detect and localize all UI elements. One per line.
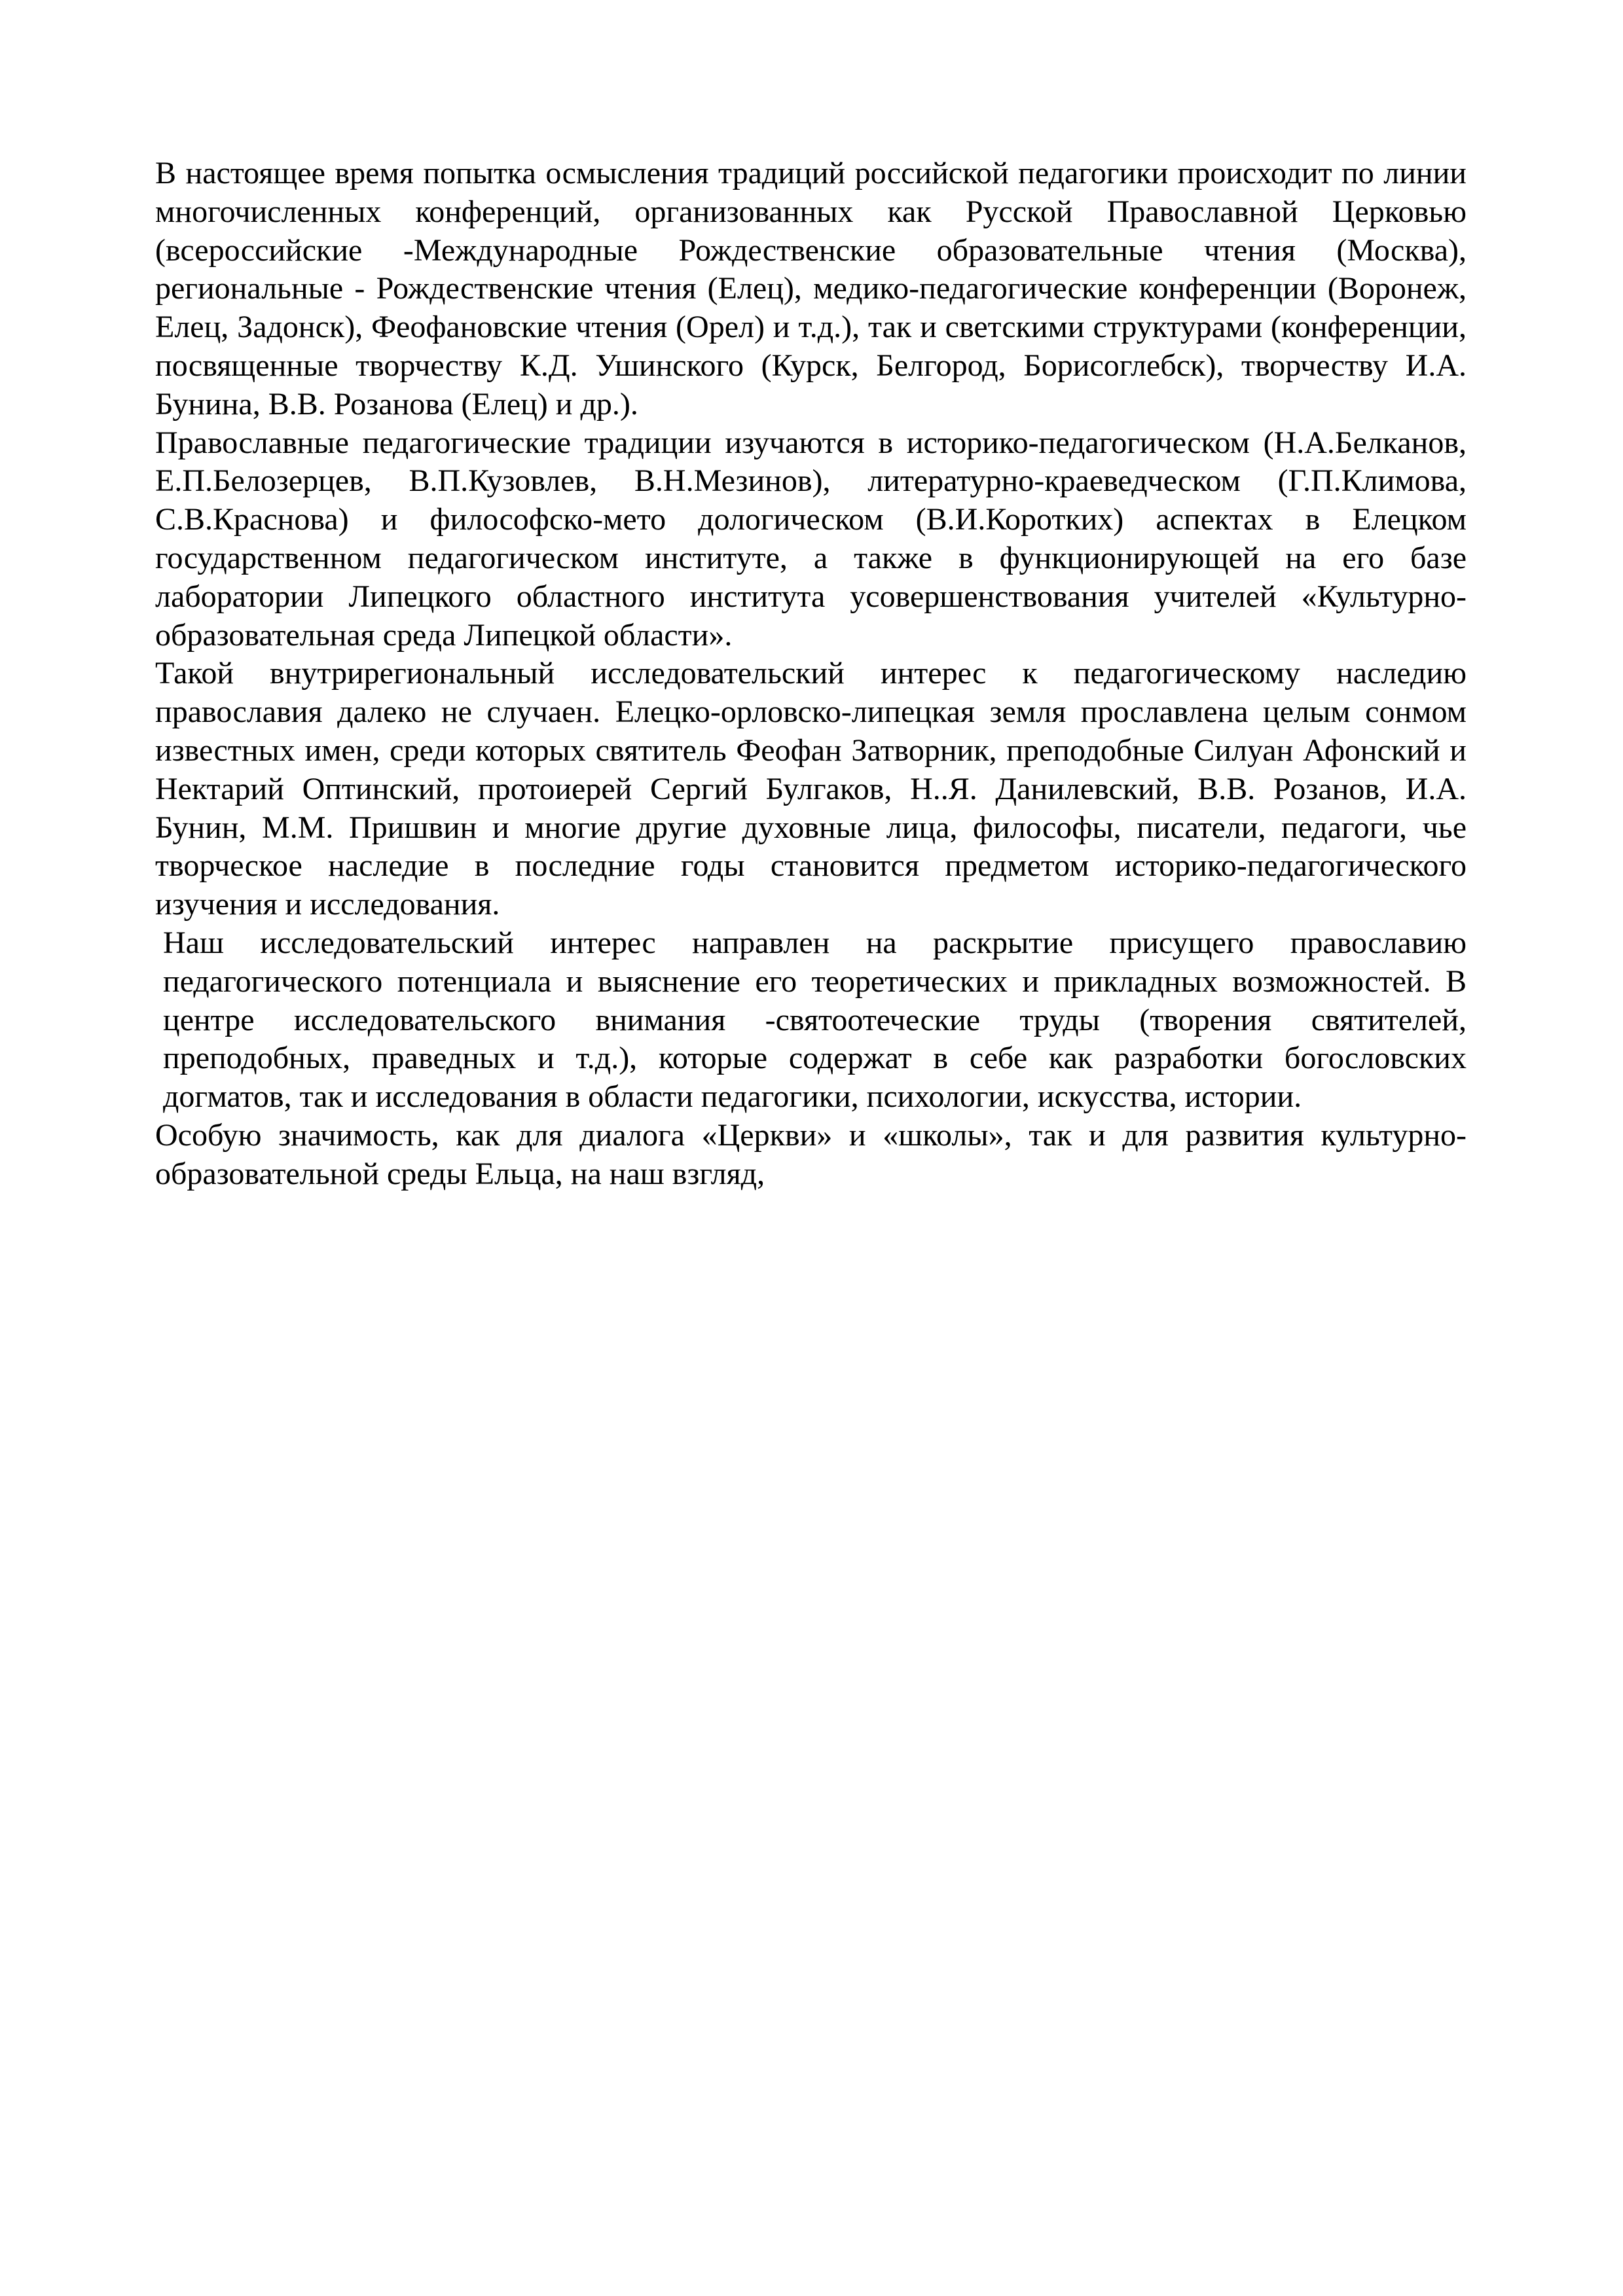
paragraph-4: Наш исследовательский интерес направлен на раскрытие присущего православию педагогического потенциала и выяснение его теоретических и прикладных возможностей. В центре исследовательского внимания -святоотеческие труды (творения святителей, преподобных, праведных и т.д.), которые содержат в себе как разработки богословских догматов, так и исследования в области педагогики, психологии, искусства, истории. bbox=[163, 925, 1467, 1115]
document-body bbox=[155, 154, 1467, 1194]
paragraph-1: В настоящее время попытка осмысления традиций российской педагогики происходит по линии многочисленных конференций, организованных как Русской Православной Церковью (всероссийские -Международные Рождественские образовательные чтения (Москва), региональные - Рождественские чтения (Елец), медико-педагогические конференции (Воронеж, Елец, Задонск), Феофановские чтения (Орел) и т.д.), так и светскими структурами (конференции, посвященные творчеству К.Д. Ушинского (Курск, Белгород, Борисоглебск), творчеству И.А. Бунина, В.В. Розанова (Елец) и др.). bbox=[155, 156, 1467, 422]
paragraph-5: Особую значимость, как для диалога «Церкви» и «школы», так и для развития культурно-образовательной среды Ельца, на наш взгляд, bbox=[155, 1117, 1467, 1191]
paragraph-3: Такой внутрирегиональный исследовательский интерес к педагогическому наследию православия далеко не случаен. Елецко-орловско-липецкая земля прославлена целым сонмом известных имен, среди которых святитель Феофан Затворник, преподобные Силуан Афонский и Нектарий Оптинский, протоиерей Сергий Булгаков, Н..Я. Данилевский, В.В. Розанов, И.А. Бунин, М.М. Пришвин и многие другие духовные лица, философы, писатели, педагоги, чье творческое наследие в последние годы становится предметом историко-педагогического изучения и исследования. bbox=[155, 656, 1467, 922]
paragraph-2: Православные педагогические традиции изучаются в историко-педагогическом (Н.А.Белканов, Е.П.Белозерцев, В.П.Кузовлев, В.Н.Мезинов), литературно-краеведческом (Г.П.Климова, С.В.Краснова) и философско-мето дологическом (В.И.Коротких) аспектах в Елецком государственном педагогическом институте, а также в функционирующей на его базе лаборатории Липецкого областного института усовершенствования учителей «Культурно-образовательная среда Липецкой области». bbox=[155, 425, 1467, 653]
